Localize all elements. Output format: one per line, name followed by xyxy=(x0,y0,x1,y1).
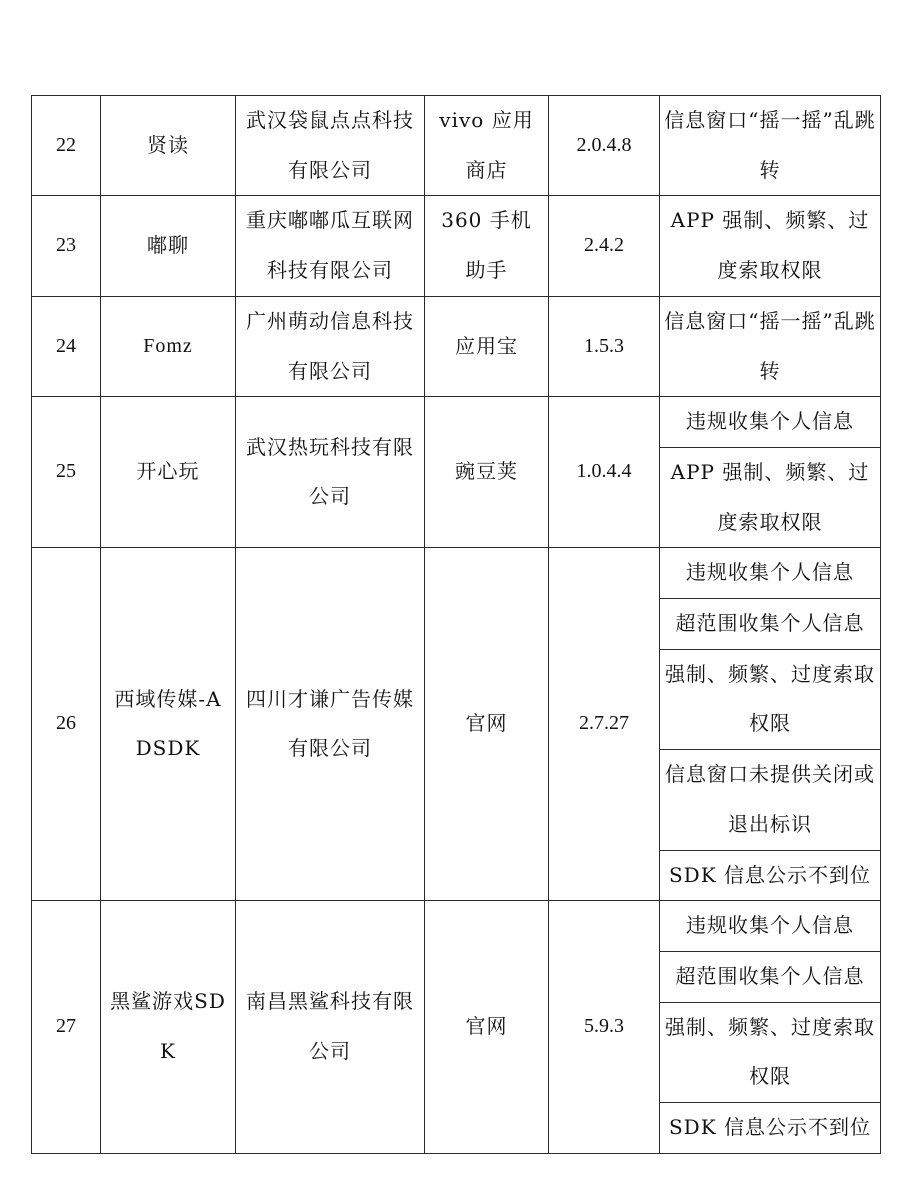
app-store: 官网 xyxy=(425,548,549,901)
issue-cell: 信息窗口未提供关闭或退出标识 xyxy=(660,750,881,850)
table-row xyxy=(32,548,881,599)
app-version: 5.9.3 xyxy=(549,901,660,1154)
row-number: 23 xyxy=(32,196,101,296)
app-name: 黑鲨游戏SDK xyxy=(101,901,236,1154)
issue-cell: APP 强制、频繁、过度索取权限 xyxy=(660,447,881,547)
issue-cell: SDK 信息公示不到位 xyxy=(660,850,881,901)
app-violation-table xyxy=(31,95,881,1154)
app-version: 1.5.3 xyxy=(549,296,660,396)
row-number: 27 xyxy=(32,901,101,1154)
developer-company: 广州萌动信息科技有限公司 xyxy=(236,296,425,396)
app-store: vivo 应用商店 xyxy=(425,96,549,196)
app-name: 嘟聊 xyxy=(101,196,236,296)
table-row xyxy=(32,96,881,196)
app-version: 2.7.27 xyxy=(549,548,660,901)
app-store: 豌豆荚 xyxy=(425,397,549,548)
app-name: 西域传媒-ADSDK xyxy=(101,548,236,901)
issue-cell: APP 强制、频繁、过度索取权限 xyxy=(660,196,881,296)
app-version: 2.4.2 xyxy=(549,196,660,296)
app-store: 360 手机助手 xyxy=(425,196,549,296)
table-row xyxy=(32,901,881,952)
row-number: 25 xyxy=(32,397,101,548)
issue-cell: 违规收集个人信息 xyxy=(660,901,881,952)
developer-company: 重庆嘟嘟瓜互联网科技有限公司 xyxy=(236,196,425,296)
developer-company: 四川才谦广告传媒有限公司 xyxy=(236,548,425,901)
issue-cell: 强制、频繁、过度索取权限 xyxy=(660,649,881,749)
issue-cell: SDK 信息公示不到位 xyxy=(660,1103,881,1154)
table-row xyxy=(32,397,881,448)
issue-cell: 信息窗口“摇一摇”乱跳转 xyxy=(660,296,881,396)
app-name: 贤读 xyxy=(101,96,236,196)
app-name: 开心玩 xyxy=(101,397,236,548)
issue-cell: 信息窗口“摇一摇”乱跳转 xyxy=(660,96,881,196)
issue-cell: 违规收集个人信息 xyxy=(660,548,881,599)
app-store: 应用宝 xyxy=(425,296,549,396)
issue-cell: 强制、频繁、过度索取权限 xyxy=(660,1002,881,1102)
app-name: Fomz xyxy=(101,296,236,396)
issue-cell: 超范围收集个人信息 xyxy=(660,599,881,650)
app-version: 2.0.4.8 xyxy=(549,96,660,196)
app-store: 官网 xyxy=(425,901,549,1154)
issue-cell: 违规收集个人信息 xyxy=(660,397,881,448)
row-number: 26 xyxy=(32,548,101,901)
issue-cell: 超范围收集个人信息 xyxy=(660,951,881,1002)
developer-company: 武汉热玩科技有限公司 xyxy=(236,397,425,548)
table-row xyxy=(32,296,881,396)
row-number: 24 xyxy=(32,296,101,396)
table-row xyxy=(32,196,881,296)
developer-company: 武汉袋鼠点点科技有限公司 xyxy=(236,96,425,196)
app-version: 1.0.4.4 xyxy=(549,397,660,548)
developer-company: 南昌黑鲨科技有限公司 xyxy=(236,901,425,1154)
row-number: 22 xyxy=(32,96,101,196)
